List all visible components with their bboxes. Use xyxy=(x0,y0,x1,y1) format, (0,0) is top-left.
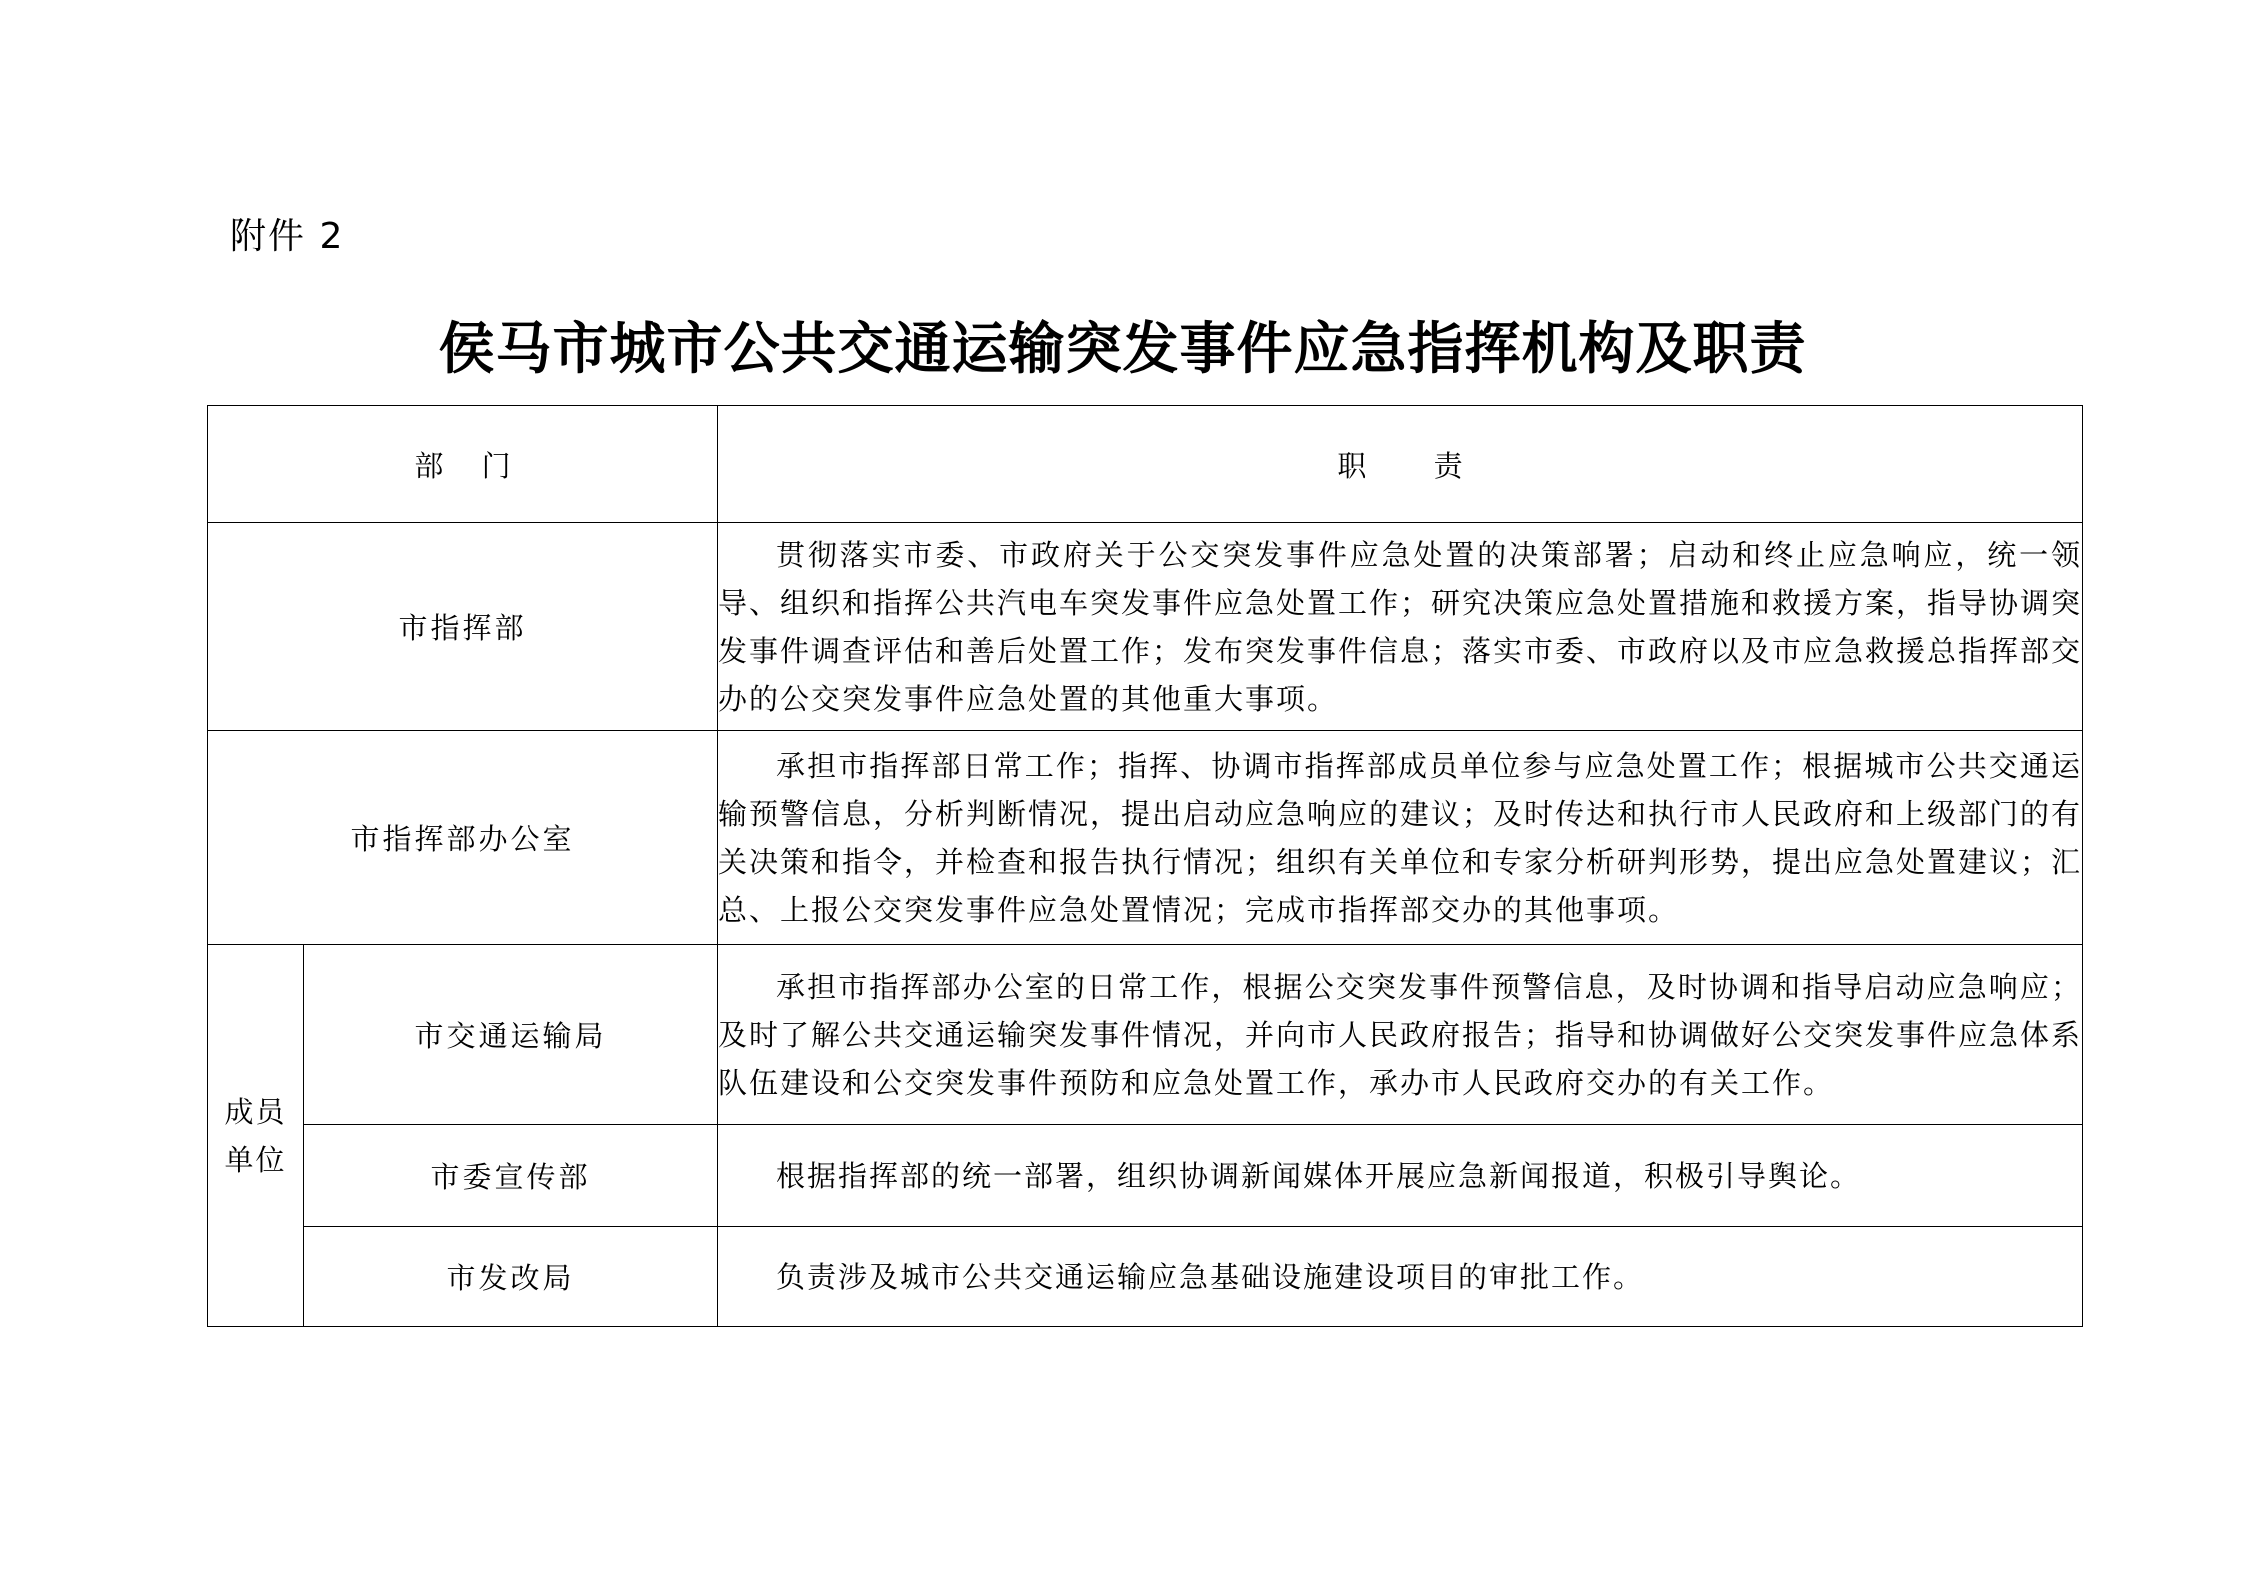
document-title: 侯马市城市公共交通运输突发事件应急指挥机构及职责 xyxy=(438,317,1807,382)
header-department-label: 部 门 xyxy=(414,448,511,483)
table-header-row xyxy=(208,406,2083,523)
duty-cell: 承担市指挥部办公室的日常工作，根据公交突发事件预警信息，及时协调和指导启动应急响应；及时了解公共交通运输突发事件情况，并向市人民政府报告；指导和协调做好公交突发事件应急体系队伍建设和公交突发事件预防和应急处置工作，承办市人民政府交办的有关工作。 xyxy=(718,945,2083,1125)
table-row xyxy=(208,945,2083,1125)
duty-cell: 承担市指挥部日常工作；指挥、协调市指挥部成员单位参与应急处置工作；根据城市公共交通运输预警信息，分析判断情况，提出启动应急响应的建议；及时传达和执行市人民政府和上级部门的有关决策和指令，并检查和报告执行情况；组织有关单位和专家分析研判形势，提出应急处置建议；汇总、上报公交突发事件应急处置情况；完成市指挥部交办的其他事项。 xyxy=(718,731,2083,945)
member-department-cell: 市委宣传部 xyxy=(304,1125,718,1227)
attachment-label: 附件 2 xyxy=(230,216,345,257)
table-row xyxy=(208,731,2083,945)
department-cell: 市指挥部 xyxy=(208,523,718,731)
member-department-cell: 市交通运输局 xyxy=(304,945,718,1125)
duty-cell: 根据指挥部的统一部署，组织协调新闻媒体开展应急新闻报道，积极引导舆论。 xyxy=(718,1125,2083,1227)
header-duties xyxy=(718,406,2083,523)
header-department xyxy=(208,406,718,523)
table-row xyxy=(208,523,2083,731)
member-department-cell: 市发改局 xyxy=(304,1227,718,1327)
member-group-cell xyxy=(208,945,304,1327)
member-group-label-line2: 单位 xyxy=(224,1142,287,1177)
member-group-label-line1: 成员 xyxy=(224,1094,287,1129)
duty-cell: 贯彻落实市委、市政府关于公交突发事件应急处置的决策部署；启动和终止应急响应，统一领导、组织和指挥公共汽电车突发事件应急处置工作；研究决策应急处置措施和救援方案，指导协调突发事件调查评估和善后处置工作；发布突发事件信息；落实市委、市政府以及市应急救援总指挥部交办的公交突发事件应急处置的其他重大事项。 xyxy=(718,523,2083,731)
header-duties-label: 职 责 xyxy=(1337,448,1463,483)
duty-cell: 负责涉及城市公共交通运输应急基础设施建设项目的审批工作。 xyxy=(718,1227,2083,1327)
department-cell: 市指挥部办公室 xyxy=(208,731,718,945)
table-row xyxy=(208,1227,2083,1327)
duties-table xyxy=(207,405,2083,1327)
table-row xyxy=(208,1125,2083,1227)
